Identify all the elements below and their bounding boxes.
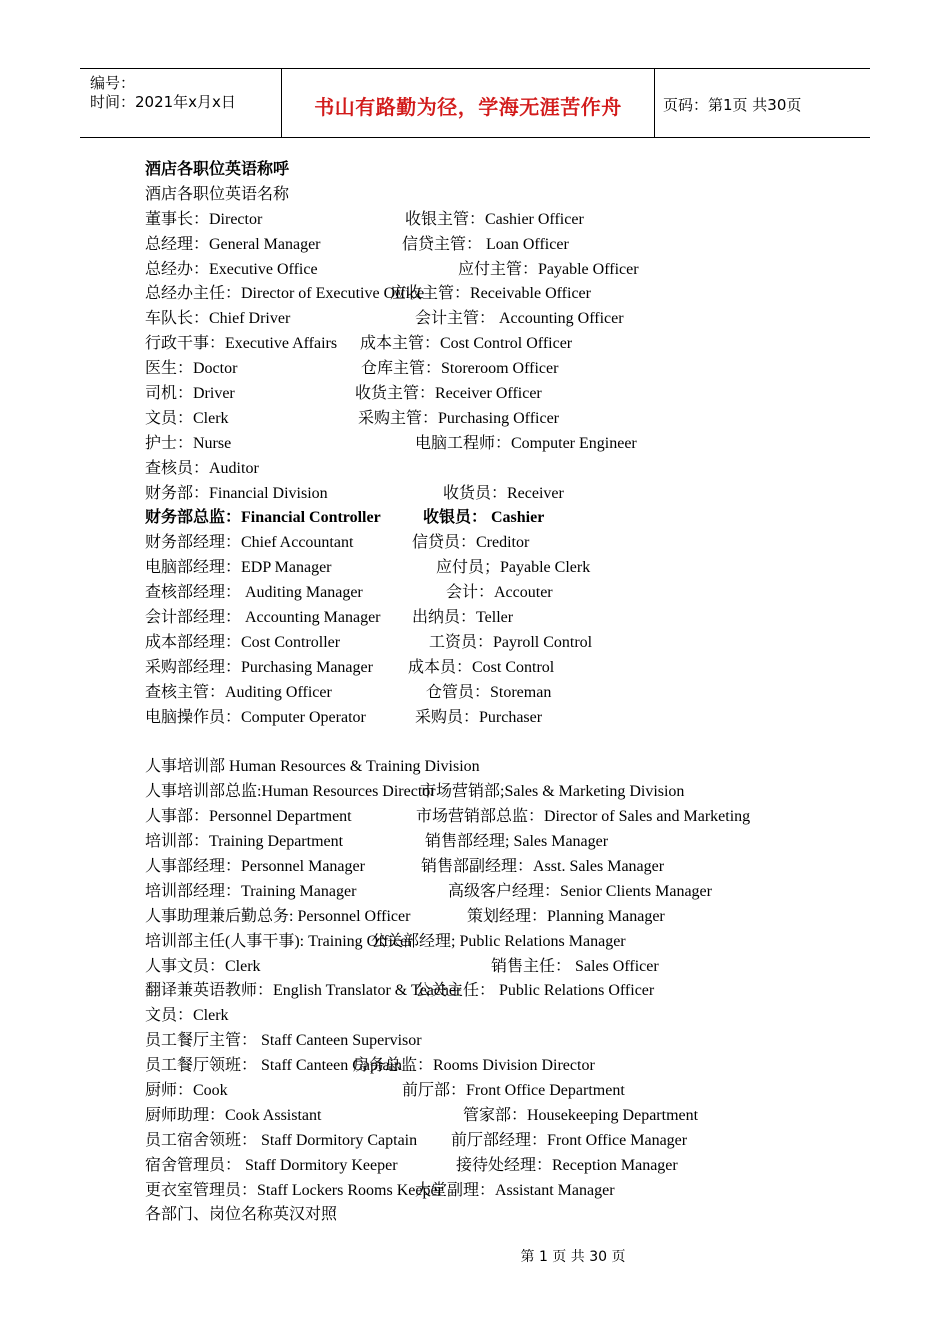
entry-row (145, 208, 845, 233)
entry-right-text: 接待处经理：Reception Manager (456, 1156, 678, 1174)
entry-right-text: 销售主任： Sales Officer (491, 957, 659, 975)
entry-right-text: 信贷员：Creditor (412, 534, 530, 552)
entry-row (145, 183, 845, 208)
header-meta-cell (80, 69, 282, 137)
motto-text: 书山有路勤为径，学海无涯苦作舟 (314, 95, 622, 119)
entry-right-text: 成本主管：Cost Control Officer (360, 335, 573, 353)
entry-left-text: 酒店各职位英语名称 (145, 185, 290, 203)
entry-right-text: 仓库主管：Storeroom Officer (361, 360, 559, 378)
footer-page-number: 第 1 页 共 30 页 (520, 1249, 626, 1265)
entry-left-text: 成本部经理：Cost Controller (145, 633, 341, 651)
entry-row (145, 656, 845, 681)
entry-left-text: 培训部：Training Department (145, 833, 344, 851)
entry-row (145, 1129, 845, 1154)
entry-left-text: 文员：Clerk (145, 1007, 229, 1025)
entry-row (145, 1079, 845, 1104)
entry-right-text: 采购员：Purchaser (415, 708, 543, 726)
header-motto-cell (282, 69, 655, 137)
entry-left-text: 人事培训部总监:Human Resources Director (145, 783, 436, 801)
entry-row (145, 282, 845, 307)
entry-left-text: 更衣室管理员：Staff Lockers Rooms Keeper (145, 1181, 443, 1199)
entry-right-text: 应付主管：Payable Officer (458, 260, 639, 278)
entry-right-text: 收货主管：Receiver Officer (355, 385, 542, 403)
entry-right-text: 收货员：Receiver (443, 484, 564, 502)
entry-row (145, 382, 845, 407)
entry-row (145, 730, 845, 755)
entry-left-text: 查核部经理： Auditing Manager (145, 584, 363, 602)
entry-row (145, 880, 845, 905)
entry-left-text: 财务部：Financial Division (145, 484, 328, 502)
entry-right-text: 管家部：Housekeeping Department (463, 1106, 699, 1124)
entry-row (145, 457, 845, 482)
entry-right-text: 会计主管： Accounting Officer (415, 310, 624, 328)
entry-row (145, 407, 845, 432)
entry-row (145, 979, 845, 1004)
entry-row (145, 332, 845, 357)
entry-row (145, 631, 845, 656)
entry-left-text: 查核员：Auditor (145, 459, 259, 477)
entry-row (145, 258, 845, 283)
entry-right-text: 市场营销部总监：Director of Sales and Marketing (416, 808, 751, 826)
entry-left-text: 行政干事：Executive Affairs (145, 335, 338, 353)
entry-right-text: 前厅部：Front Office Department (402, 1081, 625, 1099)
entry-row (145, 955, 845, 980)
entry-left-text: 电脑操作员：Computer Operator (145, 708, 366, 726)
page-footer (0, 1246, 950, 1266)
entry-right-text: 信贷主管： Loan Officer (402, 235, 569, 253)
entry-left-text: 总经理：General Manager (145, 235, 321, 253)
entry-left-text: 宿舍管理员： Staff Dormitory Keeper (145, 1156, 398, 1174)
entry-row (145, 158, 845, 183)
entry-row (145, 1104, 845, 1129)
entry-row (145, 1029, 845, 1054)
entry-row (145, 1179, 845, 1204)
entry-left-text: 酒店各职位英语称呼 (145, 161, 290, 178)
entry-left-text: 各部门、岗位名称英汉对照 (145, 1206, 338, 1224)
entry-left-text: 人事培训部 Human Resources & Training Division (145, 758, 480, 776)
entry-right-text: 收银员： Cashier (423, 509, 545, 527)
entry-right-text: 电脑工程师：Computer Engineer (415, 434, 637, 452)
entry-right-text: 收银主管：Cashier Officer (405, 210, 584, 228)
entry-right-text: 策划经理：Planning Manager (467, 907, 665, 925)
entry-left-text: 护士：Nurse (145, 434, 232, 452)
entry-row (145, 531, 845, 556)
entry-row (145, 855, 845, 880)
entry-left-text: 总经办主任：Director of Executive Office (145, 285, 425, 303)
entry-left-text: 厨师助理：Cook Assistant (145, 1106, 322, 1124)
entry-row (145, 780, 845, 805)
entry-right-text: 大堂副理：Assistant Manager (415, 1181, 615, 1199)
entry-row (145, 606, 845, 631)
entry-left-text: 财务部总监：Financial Controller (145, 509, 381, 527)
date-label: 时间：2021年x月x日 (90, 93, 236, 111)
entry-right-text: 房务总监：Rooms Division Director (353, 1057, 595, 1075)
entry-left-text: 厨师：Cook (145, 1081, 228, 1099)
entry-row (145, 905, 845, 930)
entry-right-text: 应收主管：Receivable Officer (390, 285, 591, 303)
entry-left-text: 采购部经理：Purchasing Manager (145, 658, 373, 676)
entry-row (145, 681, 845, 706)
entry-left-text: 董事长：Director (145, 210, 263, 228)
entry-left-text: 人事部：Personnel Department (145, 808, 352, 826)
header-page-cell (655, 69, 870, 137)
entry-right-text: 前厅部经理：Front Office Manager (451, 1131, 688, 1149)
entry-right-text: 公关部经理; Public Relations Manager (371, 932, 626, 950)
entry-left-text: 查核主管：Auditing Officer (145, 683, 332, 701)
entry-row (145, 706, 845, 731)
entry-row (145, 556, 845, 581)
entry-right-text: 成本员：Cost Control (408, 658, 555, 676)
entry-left-text: 财务部经理：Chief Accountant (145, 534, 354, 552)
entry-row (145, 581, 845, 606)
entry-left-text: 文员：Clerk (145, 409, 229, 427)
entry-row (145, 805, 845, 830)
entry-row (145, 432, 845, 457)
entry-right-text: 应付员；Payable Clerk (436, 559, 591, 577)
entry-right-text: 公关主任： Public Relations Officer (415, 982, 655, 1000)
entry-row (145, 930, 845, 955)
entry-right-text: 仓管员：Storeman (426, 683, 552, 701)
entry-row (145, 830, 845, 855)
page-header (80, 68, 870, 138)
entry-right-text: 高级客户经理：Senior Clients Manager (448, 882, 712, 900)
entry-left-text: 会计部经理： Accounting Manager (145, 609, 381, 627)
page-number-label: 页码：第1页 共30页 (663, 96, 802, 114)
entry-left-text: 司机：Driver (145, 385, 235, 403)
document-body (145, 158, 845, 1228)
entry-left-text: 人事部经理：Personnel Manager (145, 857, 365, 875)
entry-right-text: 采购主管：Purchasing Officer (358, 409, 560, 427)
entry-right-text: 市场营销部;Sales & Marketing Division (420, 783, 685, 801)
entry-left-text: 人事助理兼后勤总务: Personnel Officer (145, 907, 411, 925)
entry-left-text: 翻译兼英语教师：English Translator & Teacher (145, 982, 462, 1000)
entry-right-text: 出纳员：Teller (412, 609, 514, 627)
entry-left-text: 培训部经理：Training Manager (145, 882, 357, 900)
entry-row (145, 307, 845, 332)
entry-right-text: 销售部副经理：Asst. Sales Manager (421, 857, 665, 875)
entry-left-text: 车队长：Chief Driver (145, 310, 291, 328)
entry-right-text: 销售部经理; Sales Manager (425, 833, 609, 851)
entry-left-text: 培训部主任(人事干事): Training Officer (145, 932, 413, 950)
entry-row (145, 506, 845, 531)
entry-row (145, 233, 845, 258)
entry-row (145, 755, 845, 780)
entry-row (145, 1054, 845, 1079)
entry-right-text: 会计：Accouter (446, 584, 553, 602)
entry-row (145, 1154, 845, 1179)
entry-row (145, 1203, 845, 1228)
entry-left-text: 人事文员：Clerk (145, 957, 261, 975)
entry-row (145, 357, 845, 382)
entry-left-text: 员工餐厅领班： Staff Canteen Captain (145, 1057, 403, 1075)
entry-left-text: 员工宿舍领班： Staff Dormitory Captain (145, 1131, 418, 1149)
entry-right-text: 工资员：Payroll Control (429, 633, 593, 651)
entry-left-text: 电脑部经理：EDP Manager (145, 559, 332, 577)
entry-left-text: 医生：Doctor (145, 360, 238, 378)
entry-left-text: 总经办：Executive Office (145, 260, 318, 278)
entry-left-text: 员工餐厅主管： Staff Canteen Supervisor (145, 1032, 422, 1050)
entry-row (145, 482, 845, 507)
serial-number-label: 编号： (90, 74, 136, 92)
entry-row (145, 1004, 845, 1029)
